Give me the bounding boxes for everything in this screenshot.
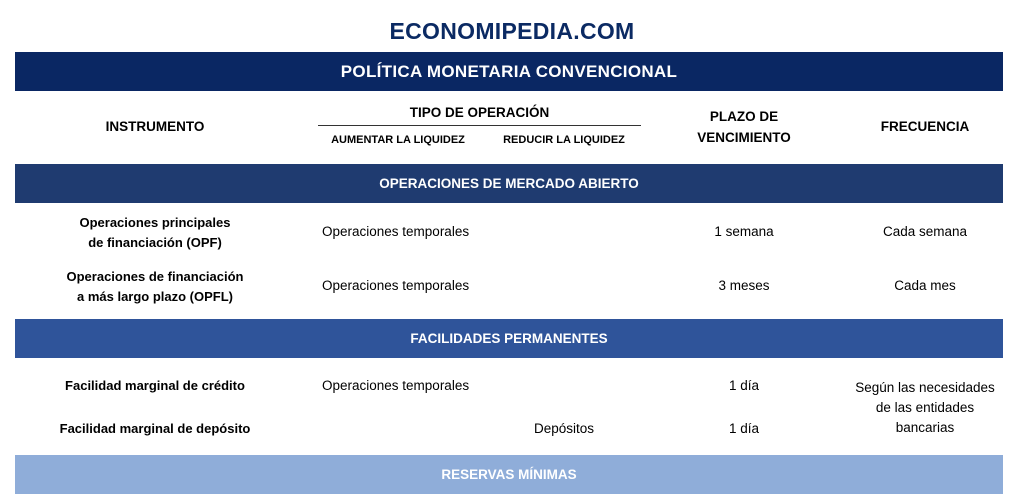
- cell-plazo: 1 semana: [714, 224, 774, 239]
- header-reducir: REDUCIR LA LIQUIDEZ: [503, 134, 625, 146]
- cell-aumentar: Operaciones temporales: [322, 278, 470, 293]
- instrument-line: a más largo plazo (OPFL): [76, 289, 234, 304]
- section-facilidades: [15, 319, 1003, 358]
- header-frecuencia: FRECUENCIA: [880, 119, 970, 134]
- site-title: ECONOMIPEDIA.COM: [389, 18, 635, 44]
- section-reservas: [15, 455, 1003, 494]
- cell-plazo: 1 día: [728, 378, 760, 393]
- instrument-facilidad-deposito: Facilidad marginal de depósito: [59, 421, 251, 436]
- main-title: POLÍTICA MONETARIA CONVENCIONAL: [340, 61, 678, 81]
- cell-plazo: 3 meses: [718, 278, 770, 293]
- main-title-bar: [15, 52, 1003, 91]
- section-title: OPERACIONES DE MERCADO ABIERTO: [379, 176, 639, 191]
- cell-aumentar: Operaciones temporales: [322, 224, 470, 239]
- section-mercado-abierto: [15, 164, 1003, 203]
- cell-frecuencia: Cada mes: [894, 278, 956, 293]
- frecuencia-line: bancarias: [895, 420, 955, 435]
- header-divider: [318, 125, 641, 126]
- cell-frecuencia-merged: [835, 378, 1015, 438]
- cell-plazo: 1 día: [728, 421, 760, 436]
- header-tipo-operacion: TIPO DE OPERACIÓN: [409, 105, 550, 120]
- frecuencia-line: Según las necesidades: [855, 380, 995, 395]
- header-instrumento: INSTRUMENTO: [105, 119, 205, 134]
- cell-frecuencia: Cada semana: [882, 224, 968, 239]
- instrument-line: de financiación (OPF): [88, 235, 222, 250]
- section-title: RESERVAS MÍNIMAS: [441, 467, 577, 482]
- instrument-opf: [40, 213, 270, 253]
- frecuencia-line: de las entidades: [875, 400, 975, 415]
- instrument-facilidad-credito: Facilidad marginal de crédito: [65, 378, 245, 393]
- header-aumentar: AUMENTAR LA LIQUIDEZ: [331, 134, 465, 146]
- instrument-line: Operaciones de financiación: [66, 269, 244, 284]
- instrument-opfl: [40, 267, 270, 307]
- cell-reducir: Depósitos: [533, 421, 595, 436]
- header-plazo-line2: VENCIMIENTO: [697, 130, 791, 145]
- header-plazo-line1: PLAZO DE: [709, 109, 779, 124]
- section-title: FACILIDADES PERMANENTES: [410, 331, 608, 346]
- instrument-line: Operaciones principales: [79, 215, 231, 230]
- cell-aumentar: Operaciones temporales: [322, 378, 470, 393]
